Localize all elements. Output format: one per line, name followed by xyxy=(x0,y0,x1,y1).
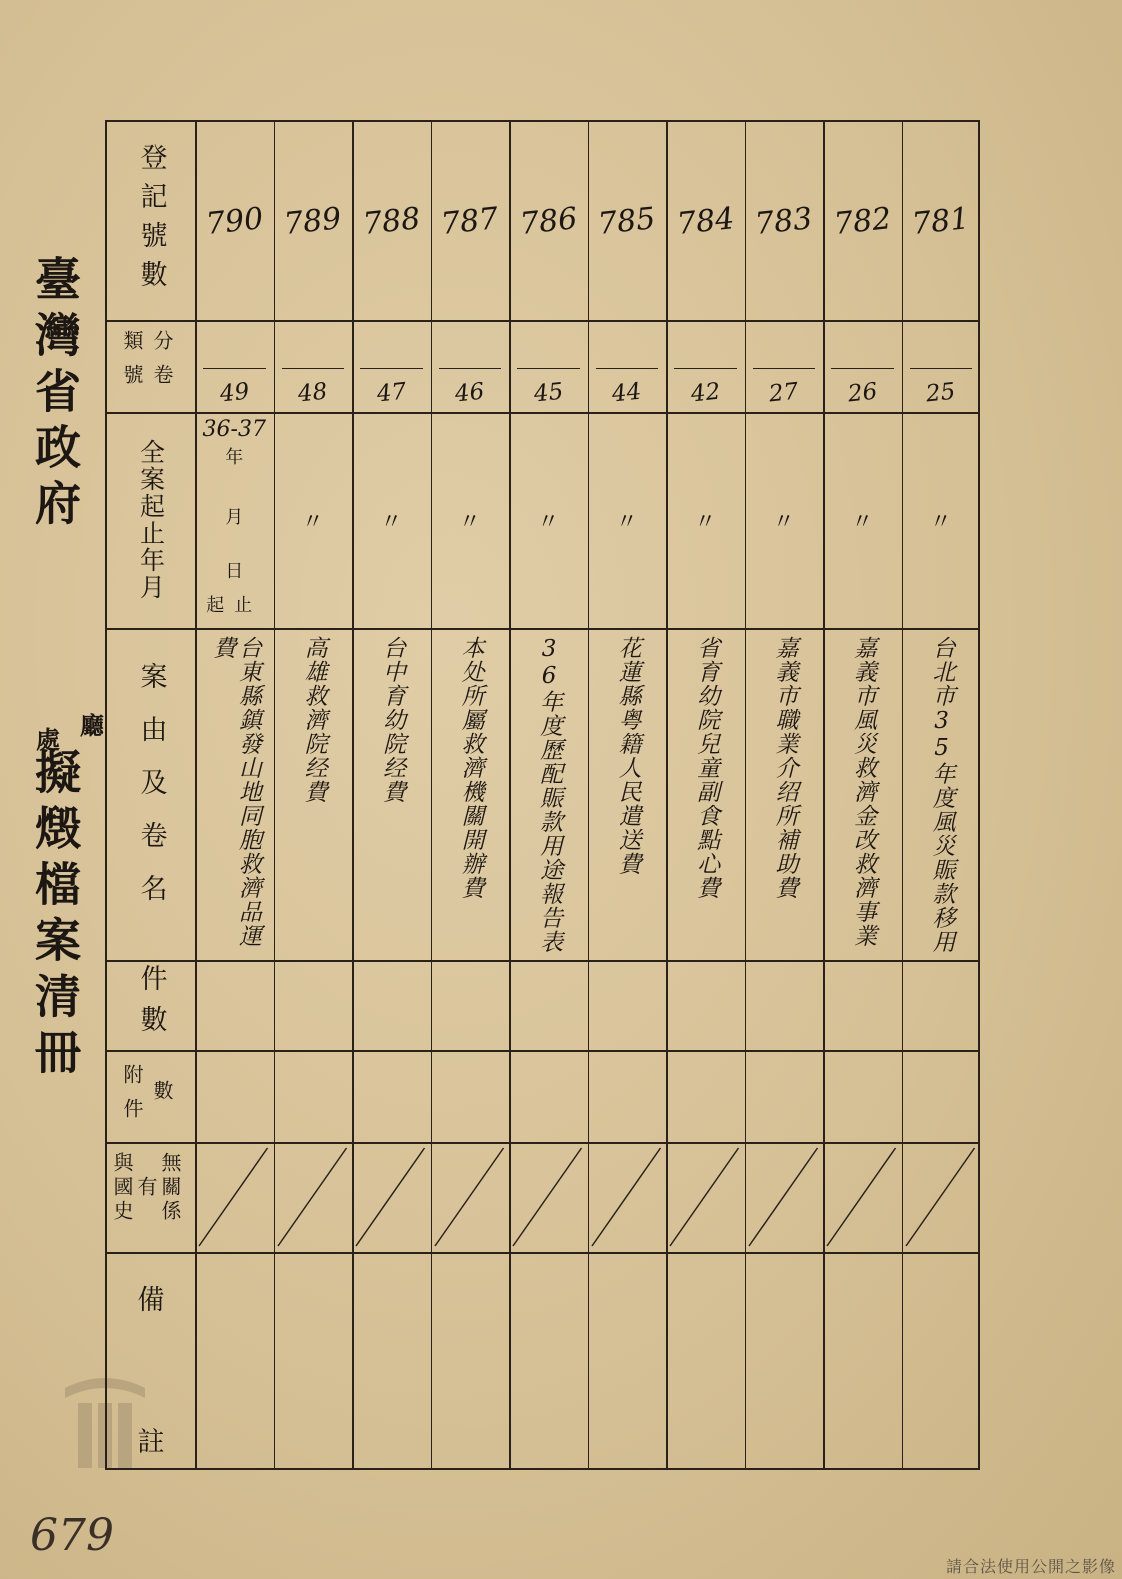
subject-cell-text: 台東縣鎮發山地同胞救濟品運費 xyxy=(209,636,261,948)
fraction-line xyxy=(753,368,816,369)
header-national-history: 無關係 有 與國史 xyxy=(110,1152,182,1224)
class-number-cell-text: 48 xyxy=(296,378,329,408)
date-ditto-cell xyxy=(509,412,588,628)
reg-number-cell-text: 783 xyxy=(753,200,815,242)
header-date-range: 全案起止年月 xyxy=(136,439,166,601)
date-year-label: 年 xyxy=(225,447,244,468)
subject-cell-text: 台中育幼院经費 xyxy=(379,636,406,804)
date-ditto-cell-text: 〃 xyxy=(772,509,795,535)
history-slash-mark xyxy=(509,1142,588,1252)
subject-cell xyxy=(431,636,510,956)
class-number-cell xyxy=(509,320,588,412)
reg-number-cell-text: 790 xyxy=(203,200,265,242)
date-ditto-cell-text: 〃 xyxy=(380,509,403,535)
subject-cell xyxy=(823,636,902,956)
history-slash-mark xyxy=(902,1142,981,1252)
header-reg-number: 登記號數 xyxy=(135,143,167,299)
fraction-line xyxy=(517,368,580,369)
reg-number-cell-text: 782 xyxy=(831,200,893,242)
subject-cell xyxy=(745,636,824,956)
date-ditto-cell xyxy=(352,412,431,628)
class-number-cell xyxy=(902,320,981,412)
reg-number-cell-text: 781 xyxy=(910,200,972,242)
reg-number-cell-text: 789 xyxy=(282,200,344,242)
date-start-end-label: 起止 xyxy=(206,595,263,616)
reg-number-cell xyxy=(588,122,667,320)
date-ditto-cell xyxy=(823,412,902,628)
class-number-cell xyxy=(588,320,667,412)
date-ditto-cell-text: 〃 xyxy=(615,509,638,535)
header-remarks: 備 註 xyxy=(137,1285,165,1458)
fraction-line xyxy=(674,368,737,369)
fraction-line xyxy=(282,368,345,369)
class-number-cell-text: 44 xyxy=(610,378,643,408)
class-number-cell-text: 49 xyxy=(218,378,251,408)
reg-number-cell xyxy=(902,122,981,320)
dept-ting-text: 廳 xyxy=(80,711,104,740)
subject-cell-text: 高雄救濟院经費 xyxy=(300,636,327,804)
class-number-cell xyxy=(823,320,902,412)
reg-number-cell xyxy=(431,122,510,320)
class-number-cell-text: 42 xyxy=(689,378,722,408)
subject-cell-text: 本处所屬救濟機關開辦費 xyxy=(457,636,484,900)
class-number-cell-text: 26 xyxy=(846,378,879,408)
subject-cell xyxy=(352,636,431,956)
date-ditto-cell xyxy=(431,412,510,628)
subject-cell-text: 台北市35年度風災賑款移用 xyxy=(928,636,955,954)
reg-number-cell-text: 788 xyxy=(360,200,422,242)
header-subject: 案由及卷名 xyxy=(135,661,167,927)
header-attachments: 附件 數 xyxy=(120,1064,174,1132)
watermark-text: 請合法使用公開之影像 xyxy=(945,1557,1116,1576)
header-class-number: 分卷 類號 xyxy=(120,330,174,398)
class-number-cell-text: 27 xyxy=(767,378,800,408)
subject-cell xyxy=(588,636,667,956)
document-subtitle: 擬燬檔案清冊 xyxy=(28,748,82,1084)
class-number-cell xyxy=(195,320,274,412)
date-ditto-cell-text: 〃 xyxy=(537,509,560,535)
subject-cell xyxy=(509,636,588,956)
reg-number-cell xyxy=(274,122,353,320)
fraction-line xyxy=(203,368,266,369)
history-slash-mark xyxy=(666,1142,745,1252)
date-ditto-cell xyxy=(666,412,745,628)
subject-cell xyxy=(666,636,745,956)
subject-cell-text: 嘉義市職業介绍所補助費 xyxy=(771,636,798,900)
history-slash-mark xyxy=(274,1142,353,1252)
date-ditto-cell-text: 〃 xyxy=(301,509,324,535)
date-ditto-cell-text: 〃 xyxy=(694,509,717,535)
class-number-cell xyxy=(745,320,824,412)
header-item-count: 件數 xyxy=(135,964,167,1046)
class-number-cell-text: 45 xyxy=(532,378,565,408)
subject-cell-text: 嘉義市風災救濟金改救濟事業 xyxy=(850,636,877,948)
reg-number-cell xyxy=(352,122,431,320)
dept-chu-text: 處 xyxy=(36,725,60,754)
date-ditto-cell xyxy=(588,412,667,628)
reg-number-cell xyxy=(666,122,745,320)
fraction-line xyxy=(596,368,659,369)
page-number: 679 xyxy=(30,1510,114,1561)
subject-cell xyxy=(274,636,353,956)
reg-number-cell xyxy=(195,122,274,320)
reg-number-cell xyxy=(823,122,902,320)
date-month-label: 月 xyxy=(225,507,244,528)
date-day-label: 日 xyxy=(225,561,244,582)
history-slash-mark xyxy=(823,1142,902,1252)
fraction-line xyxy=(910,368,973,369)
date-ditto-cell-text: 〃 xyxy=(458,509,481,535)
reg-number-cell-text: 785 xyxy=(596,200,658,242)
subject-cell xyxy=(195,636,274,956)
class-number-cell-text: 47 xyxy=(375,378,408,408)
date-ditto-cell xyxy=(902,412,981,628)
reg-number-cell-text: 784 xyxy=(674,200,736,242)
fraction-line xyxy=(439,368,502,369)
archive-table xyxy=(105,120,980,1470)
class-number-cell xyxy=(352,320,431,412)
fraction-line xyxy=(360,368,423,369)
date-ditto-cell xyxy=(274,412,353,628)
class-number-cell-text: 46 xyxy=(453,378,486,408)
history-slash-mark xyxy=(431,1142,510,1252)
history-slash-mark xyxy=(588,1142,667,1252)
history-slash-mark xyxy=(352,1142,431,1252)
reg-number-cell xyxy=(745,122,824,320)
class-number-cell xyxy=(274,320,353,412)
reg-number-cell xyxy=(509,122,588,320)
class-number-cell-text: 25 xyxy=(924,378,957,408)
document-title: 臺灣省政府 xyxy=(28,255,82,535)
class-number-cell xyxy=(666,320,745,412)
reg-number-cell-text: 787 xyxy=(439,200,501,242)
subject-cell-text: 省育幼院兒童副食點心費 xyxy=(693,636,720,900)
date-ditto-cell xyxy=(745,412,824,628)
class-number-cell xyxy=(431,320,510,412)
subject-cell xyxy=(902,636,981,956)
date-years: 36-37 xyxy=(202,417,266,442)
date-range-cell xyxy=(195,412,274,628)
date-ditto-cell-text: 〃 xyxy=(929,509,952,535)
history-slash-mark xyxy=(745,1142,824,1252)
fraction-line xyxy=(831,368,894,369)
subject-cell-text: 36年度歷配賑款用途報告表 xyxy=(536,636,563,954)
subject-cell-text: 花蓮縣粤籍人民遣送費 xyxy=(614,636,641,876)
date-ditto-cell-text: 〃 xyxy=(851,509,874,535)
history-slash-mark xyxy=(195,1142,274,1252)
reg-number-cell-text: 786 xyxy=(517,200,579,242)
